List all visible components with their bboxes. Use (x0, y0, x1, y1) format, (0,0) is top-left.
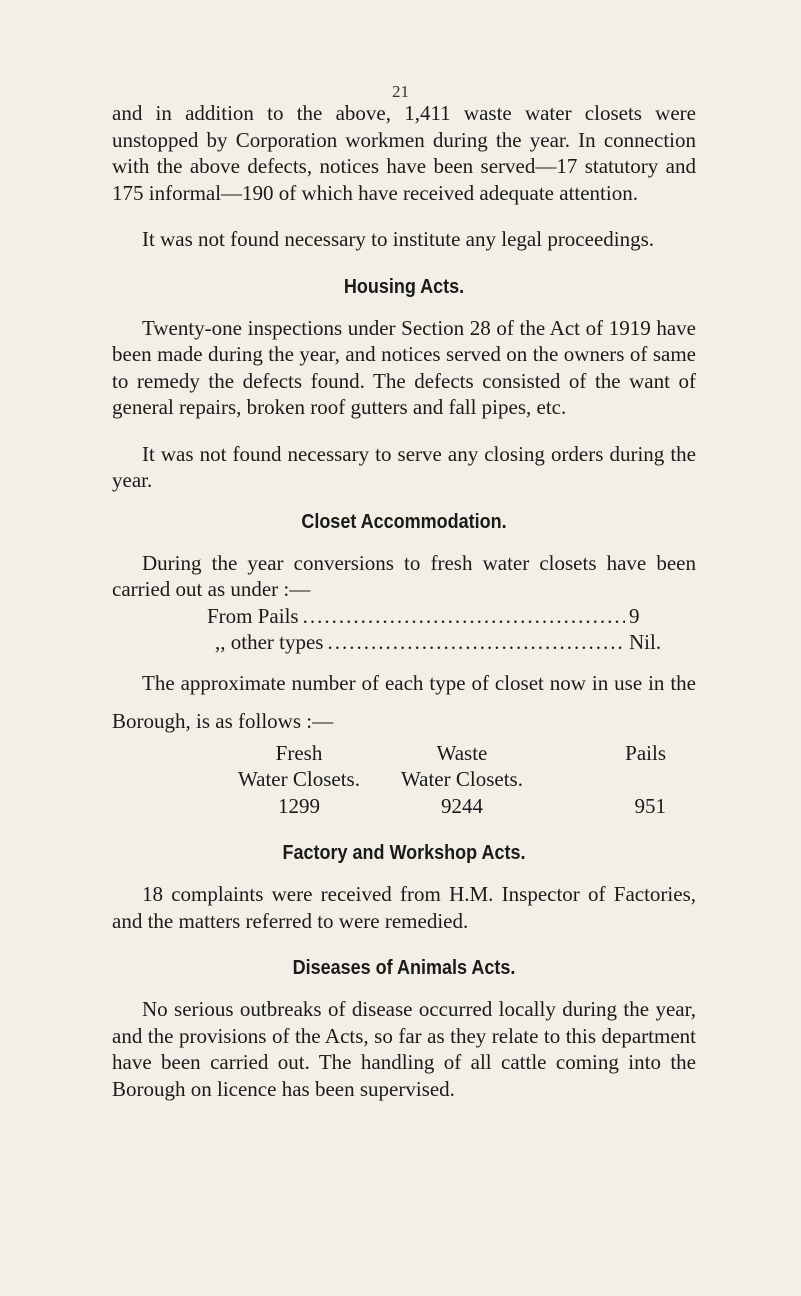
paragraph-closet-conversions: During the year conversions to fresh water closets have been carried out as under :— (112, 550, 696, 601)
table-cell: 1299 (278, 793, 320, 818)
list-item (207, 603, 665, 630)
leader-dots (303, 603, 625, 630)
table-header: Water Closets. (238, 767, 360, 791)
paragraph-factory-complaints: 18 complaints were received from H.M. Inspector of Factories, and the matters referred to were remedied. (112, 882, 696, 933)
table-header: Fresh (275, 740, 323, 765)
heading-closet-accommodation: Closet Accommodation. (301, 510, 507, 533)
conversion-list (207, 603, 665, 656)
paragraph-housing-closing-orders: It was not found necessary to serve any closing orders during the year. (112, 441, 696, 492)
table-header: Water Closets. (401, 767, 523, 791)
paragraph-housing-inspections: Twenty-one inspections under Section 28 of the Act of 1919 have been made during the year, and notices served on the owners of same to remedy the defects found. The defects consisted of the want of general repairs, broken roof gutters and fall pipes, etc. (112, 315, 696, 419)
table-cell: 951 (634, 793, 666, 818)
closet-count-table (224, 740, 668, 820)
paragraph-animals-outbreaks: No serious outbreaks of disease occurred locally during the year, and the provisions of the Acts, so far as they relate to this department have been carried out. The handling of all cattle coming into the Borough on licence has been supervised. (112, 997, 696, 1101)
paragraph-legal: It was not found necessary to institute any legal proceedings. (142, 227, 655, 251)
table-header (550, 766, 668, 793)
heading-factory-workshop-acts: Factory and Workshop Acts. (282, 842, 526, 864)
conversion-label: From Pails (207, 603, 299, 628)
page-number: 21 (392, 82, 409, 101)
conversion-value: 9 (629, 603, 640, 628)
paragraph-intro: and in addition to the above, 1,411 waste water closets were unstopped by Corporation workmen during the year. In connection with the above defects, notices have been served—17 statutory and 175 informal—190 of which have received adequate attention. (112, 101, 696, 205)
paragraph-closet-types: The approximate number of each type of closet now in use in the Borough, is as follows :— (112, 670, 696, 733)
table-header: Pails (625, 740, 666, 765)
table-header: Waste (436, 740, 488, 765)
document-body (112, 100, 696, 1102)
table-cell: 9244 (441, 793, 483, 818)
list-item (207, 629, 665, 656)
conversion-value: Nil. (629, 630, 662, 654)
heading-diseases-animals-acts: Diseases of Animals Acts. (292, 957, 516, 979)
leader-dots (327, 629, 625, 656)
conversion-label: ,, other types (215, 630, 324, 654)
heading-housing-acts: Housing Acts. (343, 275, 465, 298)
